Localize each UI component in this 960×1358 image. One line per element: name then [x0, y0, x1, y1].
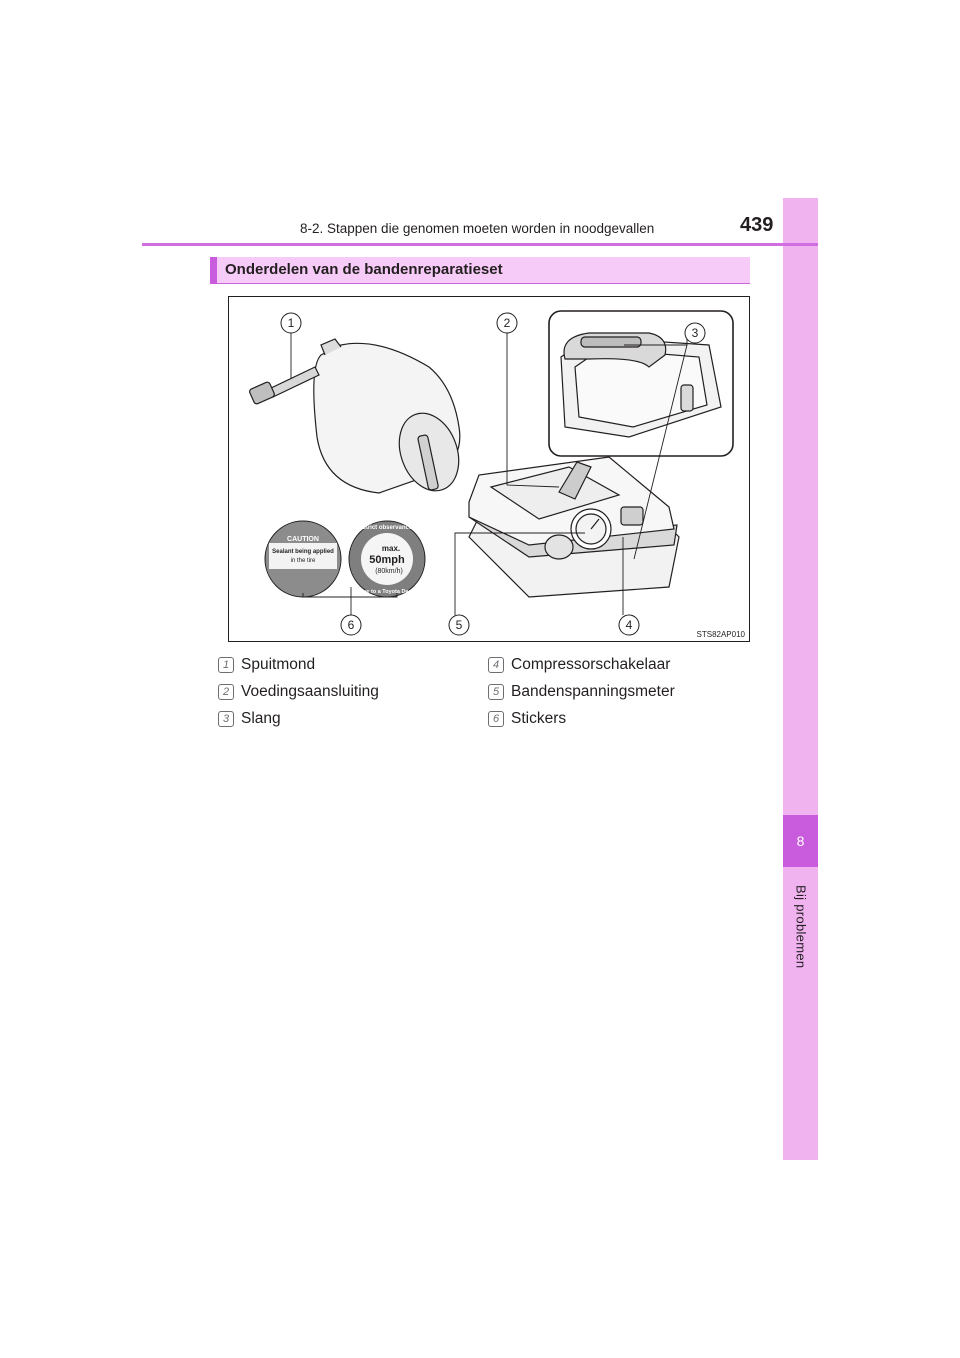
legend-label-2: Voedingsaansluiting	[241, 683, 379, 700]
legend-item-4	[488, 655, 670, 675]
legend-number-3: 3	[218, 711, 234, 727]
callout-4	[619, 615, 639, 635]
svg-text:3: 3	[691, 326, 699, 340]
chapter-number-box	[783, 815, 818, 867]
callout-2	[497, 313, 517, 333]
sealant-bottle	[314, 339, 469, 499]
stickers	[265, 521, 425, 597]
chapter-number: 8	[796, 833, 805, 849]
legend-item-2	[218, 682, 379, 702]
speed-mph: 50mph	[369, 554, 405, 566]
figure-code: STS82AP010	[696, 630, 745, 639]
legend-label-3: Slang	[241, 710, 281, 727]
legend-number-2: 2	[218, 684, 234, 700]
caution-heading: CAUTION	[287, 536, 319, 543]
legend-number-4: 4	[488, 657, 504, 673]
caution-line-2: in the tire	[290, 558, 316, 564]
legend-label-6: Stickers	[511, 710, 567, 727]
speed-top-arc: Strict observance	[361, 525, 413, 531]
svg-text:2: 2	[503, 316, 511, 330]
legend-label-5: Bandenspanningsmeter	[511, 683, 675, 700]
speed-bottom-arc: Drive to a Toyota Dealer	[355, 589, 419, 595]
speed-max: max.	[381, 544, 401, 553]
page-number: 439	[740, 214, 774, 236]
repair-kit-drawing	[229, 297, 749, 641]
svg-text:5: 5	[455, 618, 463, 632]
svg-text:1: 1	[287, 316, 295, 330]
repair-kit-illustration	[228, 296, 750, 642]
section-title: Onderdelen van de bandenreparatieset	[225, 261, 503, 278]
legend-number-5: 5	[488, 684, 504, 700]
svg-text:4: 4	[625, 618, 633, 632]
legend-label-4: Compressorschakelaar	[511, 656, 671, 673]
callout-5	[449, 615, 469, 635]
nozzle	[249, 367, 319, 405]
callout-6	[341, 615, 361, 635]
legend-label-1: Spuitmond	[241, 656, 316, 673]
legend-item-1	[218, 655, 315, 675]
callout-1	[281, 313, 301, 333]
chapter-side-tab	[783, 198, 818, 1160]
section-heading-accent	[210, 257, 217, 284]
caution-line-1: Sealant being applied	[272, 549, 334, 555]
legend-item-6	[488, 709, 566, 729]
legend-number-1: 1	[218, 657, 234, 673]
running-header: 8-2. Stappen die genomen moeten worden in noodgevallen	[300, 221, 655, 236]
legend-item-3	[218, 709, 281, 729]
svg-text:6: 6	[347, 618, 355, 632]
section-heading-band	[210, 257, 750, 284]
legend-number-6: 6	[488, 711, 504, 727]
header-rule	[142, 243, 818, 246]
callout-3	[685, 323, 705, 343]
speed-kmh: (80km/h)	[375, 568, 403, 575]
legend-item-5	[488, 682, 675, 702]
compressor	[469, 457, 679, 597]
chapter-label: Bij problemen	[793, 885, 809, 969]
